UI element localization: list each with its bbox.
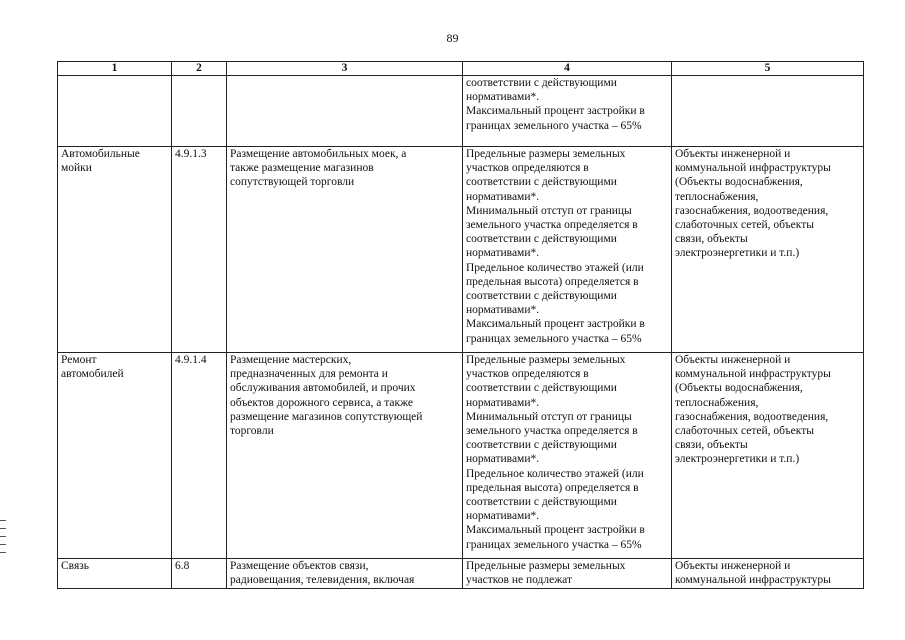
text-line: размещение магазинов сопутствующей bbox=[230, 410, 423, 423]
text-line: Размещение автомобильных моек, а bbox=[230, 148, 407, 160]
text-line: нормативами*. bbox=[466, 304, 540, 317]
zoning-table bbox=[57, 61, 864, 589]
text-line: соответствии с действующими bbox=[466, 290, 617, 303]
use-description-cell bbox=[227, 147, 463, 353]
auxiliary-uses-cell bbox=[672, 147, 864, 353]
text-line: границах земельного участка – 65% bbox=[466, 119, 642, 132]
text-line: газоснабжения, водоотведения, bbox=[675, 204, 829, 217]
text-line: электроэнергетики и т.п.) bbox=[675, 453, 800, 466]
text-line: Объекты инженерной и bbox=[675, 354, 791, 366]
auxiliary-uses-cell bbox=[672, 559, 864, 589]
text-line: участков определяются в bbox=[466, 368, 589, 381]
column-header: 4 bbox=[463, 62, 672, 76]
table-body bbox=[58, 76, 864, 589]
text-line: соответствии с действующими bbox=[466, 176, 617, 189]
column-header: 2 bbox=[172, 62, 227, 76]
text-line: Предельное количество этажей (или bbox=[466, 467, 644, 480]
text-line: земельного участка определяется в bbox=[466, 425, 638, 438]
text-line: нормативами*. bbox=[466, 453, 540, 466]
text-line: обслуживания автомобилей, и прочих bbox=[230, 382, 416, 395]
auxiliary-uses-cell bbox=[672, 353, 864, 559]
text-line: Размещение объектов связи, bbox=[230, 560, 369, 572]
text-line: связи, объекты bbox=[675, 439, 748, 452]
text-line: торговли bbox=[230, 425, 274, 438]
text-line: нормативами*. bbox=[466, 396, 540, 409]
text-line: слаботочных сетей, объекты bbox=[675, 219, 814, 232]
parameters-cell bbox=[463, 76, 672, 147]
use-name-cell bbox=[58, 353, 172, 559]
text-line: границах земельного участка – 65% bbox=[466, 538, 642, 551]
use-code-cell bbox=[172, 559, 227, 589]
use-name-cell bbox=[58, 559, 172, 589]
text-line: Связь bbox=[61, 560, 90, 572]
text-line: соответствии с действующими bbox=[466, 439, 617, 452]
text-line: также размещение магазинов bbox=[230, 162, 374, 175]
text-line: связи, объекты bbox=[675, 233, 748, 246]
parameters-cell bbox=[463, 559, 672, 589]
parameters-cell bbox=[463, 147, 672, 353]
use-description-cell bbox=[227, 76, 463, 147]
text-line: 4.9.1.4 bbox=[175, 354, 207, 366]
text-line: Предельное количество этажей (или bbox=[466, 261, 644, 274]
header-row bbox=[58, 62, 864, 76]
table-row bbox=[58, 147, 864, 353]
text-line: предназначенных для ремонта и bbox=[230, 368, 388, 381]
text-line: газоснабжения, водоотведения, bbox=[675, 410, 829, 423]
text-line: слаботочных сетей, объекты bbox=[675, 425, 814, 438]
text-line: нормативами*. bbox=[466, 190, 540, 203]
text-line: соответствии с действующими bbox=[466, 496, 617, 509]
text-line: Предельные размеры земельных bbox=[466, 354, 626, 366]
column-header: 3 bbox=[227, 62, 463, 76]
text-line: Объекты инженерной и bbox=[675, 148, 791, 160]
use-code-cell bbox=[172, 353, 227, 559]
table-row bbox=[58, 353, 864, 559]
text-line: нормативами*. bbox=[466, 510, 540, 523]
text-line: радиовещания, телевидения, включая bbox=[230, 574, 415, 587]
table-row bbox=[58, 559, 864, 589]
text-line: коммунальной инфраструктуры bbox=[675, 574, 831, 587]
table-row bbox=[58, 76, 864, 147]
text-line: участков определяются в bbox=[466, 162, 589, 175]
text-line: участков не подлежат bbox=[466, 574, 573, 587]
text-line: Минимальный отступ от границы bbox=[466, 204, 632, 217]
use-description-cell bbox=[227, 353, 463, 559]
use-description-cell bbox=[227, 559, 463, 589]
use-code-cell bbox=[172, 147, 227, 353]
text-line: автомобилей bbox=[61, 368, 124, 381]
text-line: Максимальный процент застройки в bbox=[466, 318, 645, 331]
page-number: 89 bbox=[446, 31, 459, 45]
text-line: теплоснабжения, bbox=[675, 396, 759, 409]
text-line: объектов дорожного сервиса, а также bbox=[230, 396, 413, 409]
text-line: мойки bbox=[61, 162, 92, 175]
text-line: Минимальный отступ от границы bbox=[466, 410, 632, 423]
use-code-cell bbox=[172, 76, 227, 147]
column-header: 5 bbox=[672, 62, 864, 76]
text-line: нормативами*. bbox=[466, 247, 540, 260]
text-line: предельная высота) определяется в bbox=[466, 275, 639, 288]
text-line: границах земельного участка – 65% bbox=[466, 332, 642, 345]
text-line: соответствии с действующими bbox=[466, 77, 617, 89]
use-name-cell bbox=[58, 147, 172, 353]
text-line: Предельные размеры земельных bbox=[466, 560, 626, 572]
text-line: (Объекты водоснабжения, bbox=[675, 382, 803, 395]
text-line: сопутствующей торговли bbox=[230, 176, 355, 189]
text-line: соответствии с действующими bbox=[466, 233, 617, 246]
text-line: предельная высота) определяется в bbox=[466, 481, 639, 494]
text-line: Размещение мастерских, bbox=[230, 354, 352, 366]
margin-marks bbox=[0, 520, 8, 560]
column-header: 1 bbox=[58, 62, 172, 76]
text-line: 6.8 bbox=[175, 560, 190, 572]
text-line: теплоснабжения, bbox=[675, 190, 759, 203]
text-line: земельного участка определяется в bbox=[466, 219, 638, 232]
text-line: 4.9.1.3 bbox=[175, 148, 207, 160]
text-line: Автомобильные bbox=[61, 148, 140, 160]
parameters-cell bbox=[463, 353, 672, 559]
text-line: Объекты инженерной и bbox=[675, 560, 791, 572]
text-line: Ремонт bbox=[61, 354, 97, 366]
text-line: соответствии с действующими bbox=[466, 382, 617, 395]
text-line: Максимальный процент застройки в bbox=[466, 524, 645, 537]
text-line: коммунальной инфраструктуры bbox=[675, 162, 831, 175]
auxiliary-uses-cell bbox=[672, 76, 864, 147]
text-line: нормативами*. bbox=[466, 91, 540, 104]
text-line: электроэнергетики и т.п.) bbox=[675, 247, 800, 260]
use-name-cell bbox=[58, 76, 172, 147]
text-line: Предельные размеры земельных bbox=[466, 148, 626, 160]
text-line: Максимальный процент застройки в bbox=[466, 105, 645, 118]
text-line: (Объекты водоснабжения, bbox=[675, 176, 803, 189]
text-line: коммунальной инфраструктуры bbox=[675, 368, 831, 381]
